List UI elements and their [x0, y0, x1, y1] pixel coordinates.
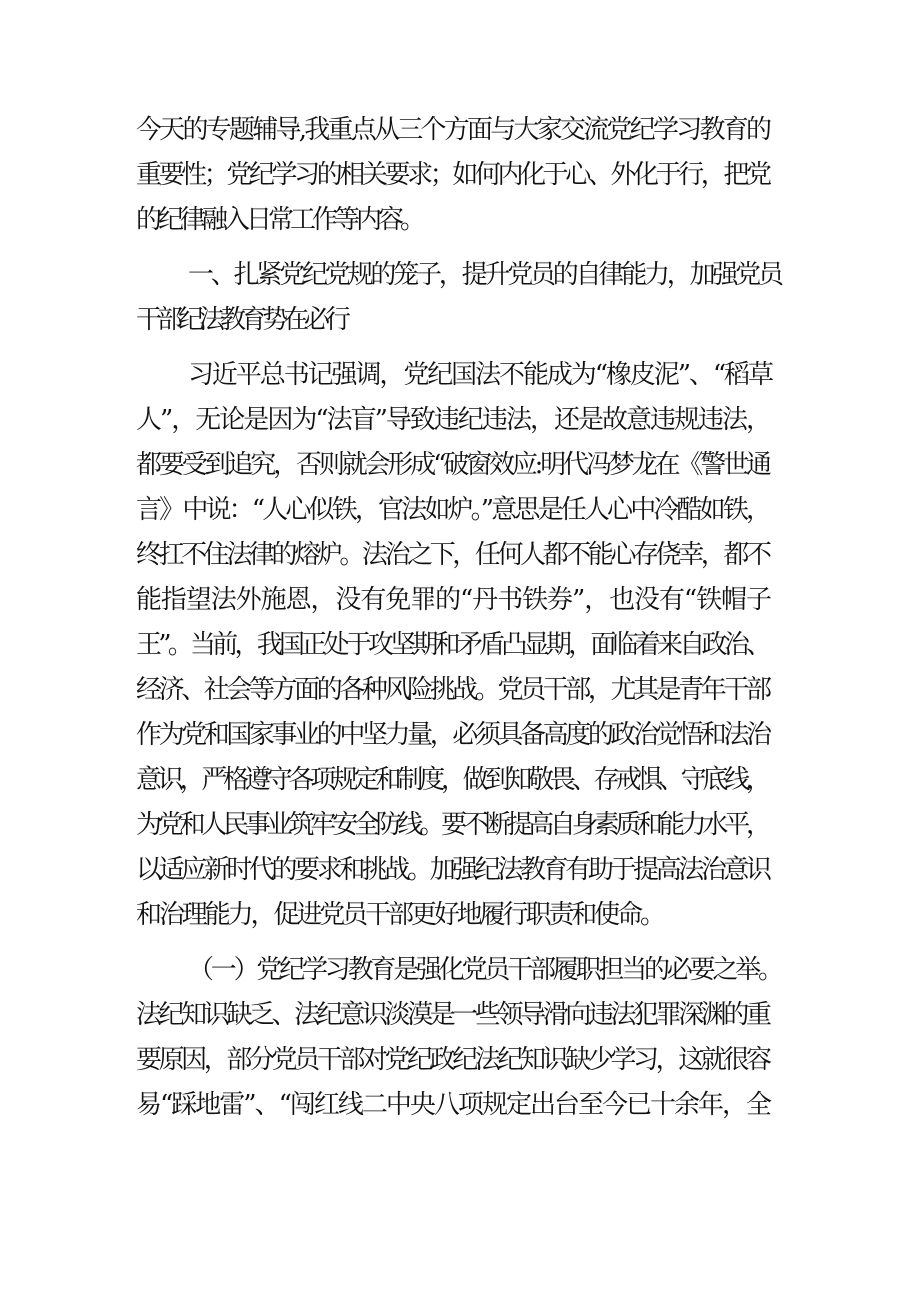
text-line: 的纪律融入日常工作等内容。	[136, 205, 422, 235]
text-line: 都要受到追究，否则就会形成“破窗效应:明代冯梦龙在《警世通	[136, 450, 769, 480]
text-line: （一）党纪学习教育是强化党员干部履职担当的必要之举。	[188, 955, 781, 985]
text-line: 能指望法外施恩，没有免罪的“丹书铁券”，也没有“铁帽子	[136, 585, 771, 615]
text-line: 今天的专题辅导,我重点从三个方面与大家交流党纪学习教育的	[136, 115, 770, 145]
text-line: 干部纪法教育势在必行	[136, 305, 346, 335]
text-line: 和治理能力，促进党员干部更好地履行职责和使命。	[136, 900, 663, 930]
text-line: 人”，无论是因为“法盲”导致违纪违法，还是故意违规违法，	[136, 405, 770, 435]
text-line: 终扛不住法律的熔炉。法治之下，任何人都不能心存侥幸，都不	[136, 540, 769, 570]
text-line: 王”。当前，我国正处于攻坚期和矛盾凸显期，面临着来自政治、	[136, 630, 769, 660]
text-line: 作为党和国家事业的中坚力量，必须具备高度的政治觉悟和法治	[136, 720, 769, 750]
text-line: 以适应新时代的要求和挑战。加强纪法教育有助于提高法治意识	[136, 855, 769, 885]
text-line: 一、扎紧党纪党规的笼子，提升党员的自律能力，加强党员	[188, 260, 781, 290]
text-line: 重要性；党纪学习的相关要求；如何内化于心、外化于行，把党	[136, 160, 769, 190]
text-line: 易“踩地雷”、“闯红线二中央八项规定出台至今已十余年，全	[136, 1090, 770, 1120]
text-line: 意识，严格遵守各项规定和制度，做到知敬畏、存戒惧、守底线，	[136, 765, 768, 795]
text-line: 言》中说：“人心似铁，官法如炉。”意思是任人心中冷酷如铁，	[136, 495, 770, 525]
text-line: 经济、社会等方面的各种风险挑战。党员干部，尤其是青年干部	[136, 675, 769, 705]
text-line: 法纪知识缺乏、法纪意识淡漠是一些领导滑向违法犯罪深渊的重	[136, 1000, 769, 1030]
text-line: 为党和人民事业筑牢安全防线。要不断提高自身素质和能力水平，	[136, 810, 768, 840]
text-line: 习近平总书记强调，党纪国法不能成为“橡皮泥”、“稻草	[188, 360, 772, 390]
text-line: 要原因，部分党员干部对党纪政纪法纪知识缺少学习，这就很容	[136, 1045, 769, 1075]
